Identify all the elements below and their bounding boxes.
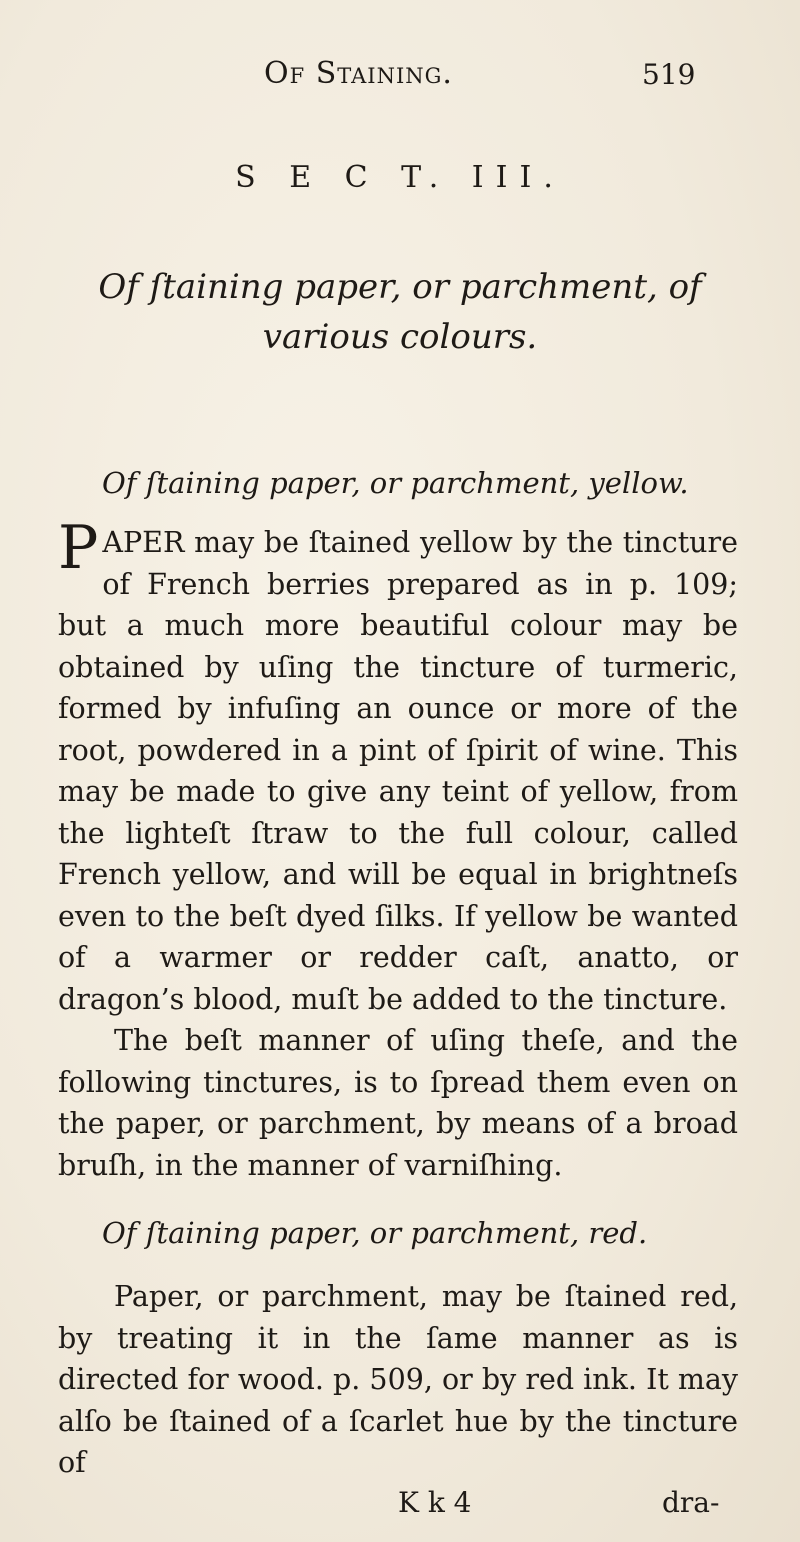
section-yellow-body <box>58 513 738 1186</box>
section-title: Of ſtaining paper, or parchment, of various colours. <box>98 267 702 357</box>
page-number: 519 <box>642 58 696 91</box>
paragraph: The beſt manner of uſing theſe, and the following tinctures, is to ſpread them even on the paper, or parchment, by means of a broad bruſh, in the manner of varniſhing. <box>58 1024 738 1182</box>
page-footer <box>0 1486 800 1526</box>
running-title: Of Staining. <box>264 56 453 91</box>
drop-cap: P <box>58 513 99 583</box>
catchword: dra- <box>662 1486 720 1519</box>
section-number: S E C T. III. <box>235 160 565 195</box>
paragraph: Paper, or parchment, may be ſtained red, by treating it in the ſame manner as is directed for wood. p. 509, or by red ink. It may alſo be ſtained of a ſcarlet hue by the tincture of <box>58 1280 738 1479</box>
running-head <box>0 56 800 96</box>
signature-mark: K k 4 <box>398 1486 472 1519</box>
section-red-body <box>58 1276 738 1484</box>
subheading-red: Of ſtaining paper, or parchment, red. <box>102 1216 648 1250</box>
paragraph-text: APER may be ſtained yellow by the tincture of French berries prepared as in p. 109; but a much more beautiful colour may be obtained by uſing the tincture of turmeric, formed by infuſing an ounce or more of the root, powdered in a pint of ſpirit of wine. This may be made to give any teint of yellow, from the lighteſt ſtraw to the full colour, called French yellow, and will be equal in brightneſs even to the beſt dyed ſilks. If yellow be wanted of a warmer or redder caſt, anatto, or dragon’s blood, muſt be added to the tincture. <box>58 526 738 1016</box>
paragraph <box>58 513 738 1020</box>
subheading-yellow: Of ſtaining paper, or parchment, yellow. <box>102 466 689 500</box>
